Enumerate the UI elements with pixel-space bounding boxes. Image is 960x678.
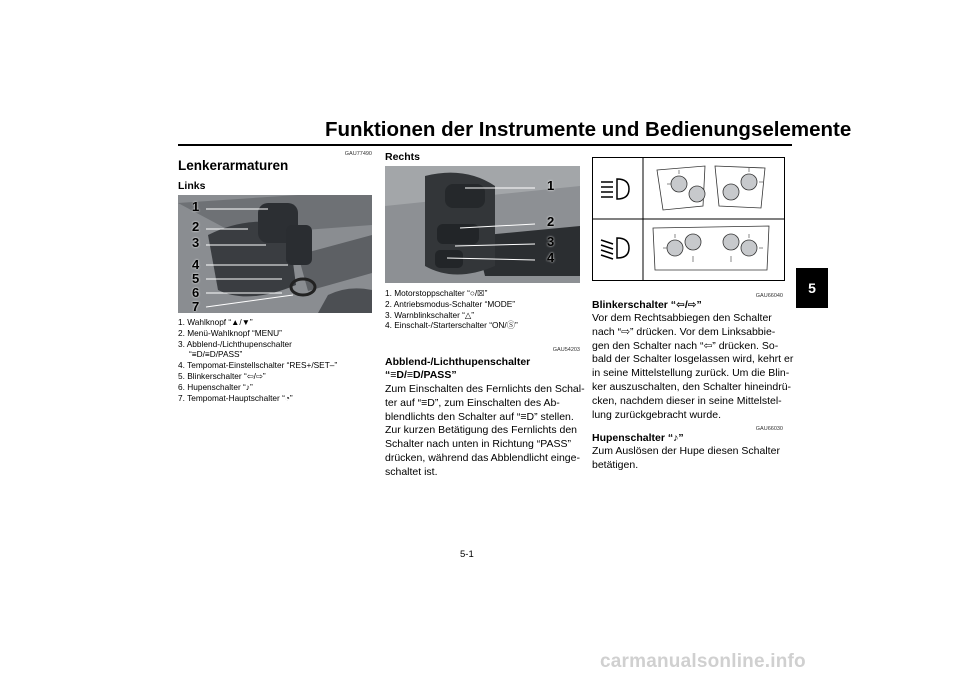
low-beam-icon xyxy=(601,238,629,259)
section-title: Lenkerarmaturen xyxy=(178,158,289,173)
body-line: betätigen. xyxy=(592,458,639,471)
headlight-diagram xyxy=(592,157,785,281)
right-captions xyxy=(385,288,518,331)
body-line: schaltet ist. xyxy=(385,465,438,478)
body-line: in seine Mittelstellung zurück. Um die Blin- xyxy=(592,367,790,380)
left-handlebar-photo xyxy=(178,195,372,313)
section-code: GAU54203 xyxy=(552,347,580,353)
watermark: carmanualsonline.info xyxy=(600,651,806,672)
callout-6: 6 xyxy=(192,285,200,300)
callout-2: 2 xyxy=(547,214,555,229)
caption-item: 2. Menü-Wahlknopf “MENU” xyxy=(178,327,282,338)
caption-item: 6. Hupenschalter “♪” xyxy=(178,381,253,392)
callout-3: 3 xyxy=(192,235,200,250)
caption-item: 4. Tempomat-Einstellschalter “RES+/SET–” xyxy=(178,360,338,371)
horn-body xyxy=(592,445,780,473)
blinker-body xyxy=(592,312,793,422)
body-line: nach “⇨” drücken. Vor dem Linksabbie- xyxy=(592,325,776,338)
left-captions xyxy=(178,317,337,403)
callout-1: 1 xyxy=(192,199,200,214)
caption-item: 3. Abblend-/Lichthupenschalter xyxy=(178,338,292,349)
horn-heading: Hupenschalter “♪” xyxy=(592,432,684,444)
subsection-rechts: Rechts xyxy=(385,151,421,163)
body-line: Schalter nach unten in Richtung “PASS” xyxy=(385,438,571,451)
callout-3: 3 xyxy=(547,234,555,249)
right-handlebar-photo xyxy=(385,166,580,283)
body-line: cken, nachdem dieser in seine Mittelstel- xyxy=(592,394,782,407)
caption-item: 5. Blinkerschalter “⇦/⇨” xyxy=(178,370,266,381)
page-number: 5-1 xyxy=(460,549,474,560)
section-code: GAU66030 xyxy=(755,426,783,432)
chapter-tab: 5 xyxy=(796,268,828,308)
caption-item: 1. Motorstoppschalter “○/☒” xyxy=(385,288,488,298)
caption-item: 2. Antriebsmodus-Schalter “MODE” xyxy=(385,298,516,309)
callout-1: 1 xyxy=(547,178,555,193)
body-line: Zum Auslösen der Hupe diesen Schalter xyxy=(592,445,780,457)
body-line: lung zurückgebracht wurde. xyxy=(592,408,721,421)
dimmer-heading-line2: “≡D/≡D/PASS” xyxy=(385,369,457,381)
callout-2: 2 xyxy=(192,219,200,234)
section-code: GAU77490 xyxy=(344,151,372,157)
subsection-links: Links xyxy=(178,180,206,192)
section-code: GAU66040 xyxy=(755,293,783,299)
caption-item: 3. Warnblinkschalter “△” xyxy=(385,309,475,320)
blinker-heading: Blinkerschalter “⇦/⇨” xyxy=(592,299,702,311)
callout-4: 4 xyxy=(547,250,555,265)
caption-item: 4. Einschalt-/Starterschalter “ON/Ⓢ” xyxy=(385,320,518,331)
callout-7: 7 xyxy=(192,299,200,313)
body-line: Zur kurzen Betätigung des Fernlichts den xyxy=(385,424,578,437)
caption-item: 1. Wahlknopf “▲/▼” xyxy=(178,317,253,327)
caption-item: “≡D/≡D/PASS” xyxy=(189,349,243,360)
body-line: blendlichts den Schalter auf “≡D” stellen. xyxy=(385,410,574,423)
page-title: Funktionen der Instrumente und Bedienungselemente xyxy=(325,118,852,141)
body-line: ker auszuschalten, den Schalter hineindrü- xyxy=(592,380,792,393)
body-line: drücken, während das Abblendlicht einge- xyxy=(385,451,580,464)
high-beam-icon xyxy=(601,179,629,199)
header-rule xyxy=(178,144,792,146)
body-line: bald der Schalter losgelassen wird, kehrt er xyxy=(592,353,794,366)
body-line: gen den Schalter nach “⇦” drücken. So- xyxy=(592,339,779,352)
body-line: Zum Einschalten des Fernlichts den Schal- xyxy=(385,383,585,395)
caption-item: 7. Tempomat-Hauptschalter “◔” xyxy=(178,392,293,403)
body-line: Vor dem Rechtsabbiegen den Schalter xyxy=(592,312,772,324)
body-line: ter auf “≡D”, zum Einschalten des Ab- xyxy=(385,396,560,409)
dimmer-heading-line1: Abblend-/Lichthupenschalter xyxy=(385,356,531,368)
dimmer-body xyxy=(385,383,585,480)
callout-5: 5 xyxy=(192,271,200,286)
callout-4: 4 xyxy=(192,257,200,272)
dimmer-heading xyxy=(385,356,530,382)
